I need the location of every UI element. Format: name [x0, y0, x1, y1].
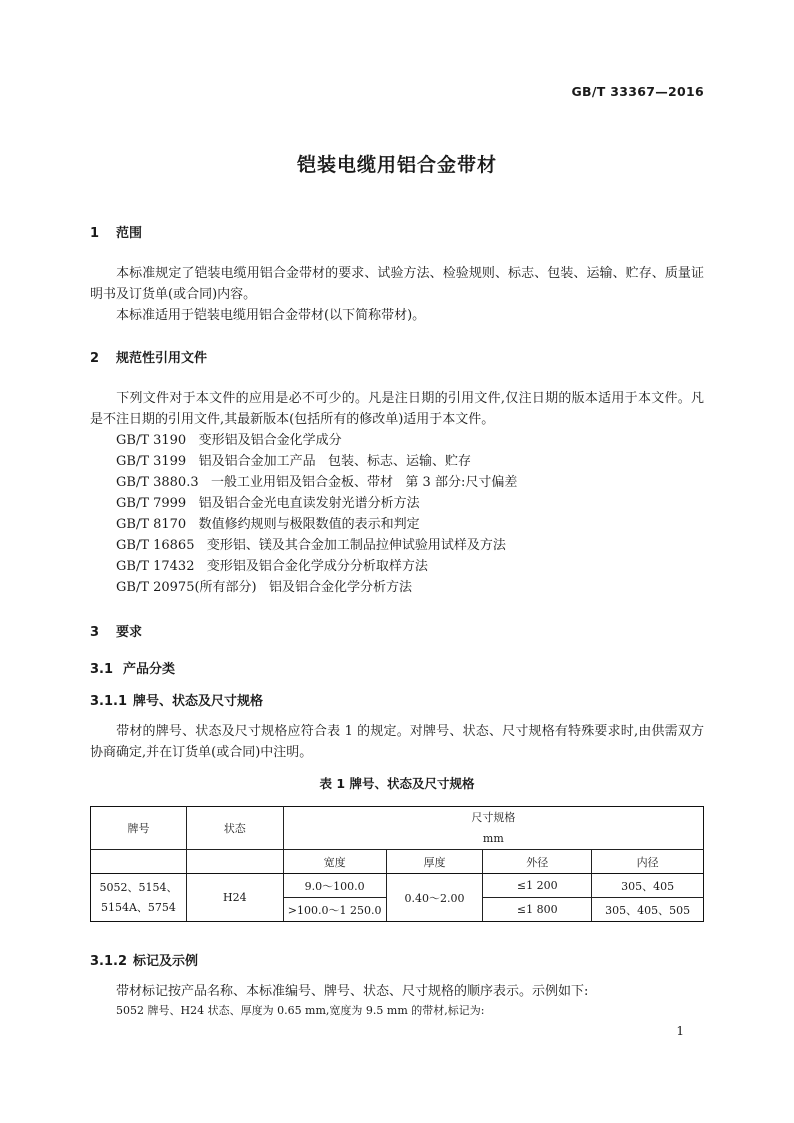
header-thickness: 厚度	[386, 850, 483, 874]
reference-item: GB/T 17432 变形铝及铝合金化学成分分析取样方法	[116, 559, 428, 574]
section-3-1-1-heading	[90, 690, 263, 709]
header-unit: mm	[283, 828, 703, 850]
document-title: 铠装电缆用铝合金带材	[296, 154, 497, 176]
section-title: 产品分类	[123, 662, 176, 677]
header-size: 尺寸规格	[283, 807, 703, 828]
example-text: 5052 牌号、H24 状态、厚度为 0.65 mm,宽度为 9.5 mm 的带材,标记为:	[116, 1004, 485, 1017]
section-3-1-2-paragraph	[90, 981, 704, 1002]
header-width: 宽度	[283, 850, 386, 874]
section-1-paragraph-2	[90, 305, 704, 326]
section-number: 3.1.1	[90, 694, 128, 709]
section-title: 牌号、状态及尺寸规格	[133, 694, 264, 709]
table-caption: 表 1 牌号、状态及尺寸规格	[319, 776, 475, 791]
section-number: 1	[90, 226, 100, 241]
section-title: 范围	[116, 226, 143, 241]
cell-width: >100.0～1 250.0	[283, 898, 386, 922]
paragraph-text: 下列文件对于本文件的应用是必不可少的。凡是注日期的引用文件,仅注日期的版本适用于本文件。凡是不注日期的引用文件,其最新版本(包括所有的修改单)适用于本文件。	[90, 391, 704, 427]
reference-item: GB/T 16865 变形铝、镁及其合金加工制品拉伸试验用试样及方法	[116, 538, 506, 553]
header-inner-diameter: 内径	[592, 850, 704, 874]
header-outer-diameter: 外径	[483, 850, 592, 874]
section-1-heading	[90, 222, 142, 241]
header-grade: 牌号	[91, 807, 187, 850]
cell-grade: 5052、5154、5154A、5754	[91, 874, 187, 922]
reference-item: GB/T 3190 变形铝及铝合金化学成分	[116, 433, 342, 448]
cell-inner-diameter: 305、405、505	[592, 898, 704, 922]
paragraph-text: 带材的牌号、状态及尺寸规格应符合表 1 的规定。对牌号、状态、尺寸规格有特殊要求时,由供需双方协商确定,并在订货单(或合同)中注明。	[90, 724, 704, 760]
cell-width: 9.0～100.0	[283, 874, 386, 898]
cell-thickness: 0.40～2.00	[386, 874, 483, 922]
cell-inner-diameter: 305、405	[592, 874, 704, 898]
section-number: 3.1	[90, 662, 114, 677]
paragraph-text: 带材标记按产品名称、本标准编号、牌号、状态、尺寸规格的顺序表示。示例如下:	[116, 984, 589, 999]
paragraph-text: 本标准适用于铠装电缆用铝合金带材(以下简称带材)。	[116, 308, 426, 323]
standard-number: GB/T 33367—2016	[571, 84, 704, 99]
section-3-1-2-heading	[90, 950, 198, 969]
section-3-1-1-paragraph	[90, 721, 704, 763]
cell-outer-diameter: ≤1 200	[483, 874, 592, 898]
reference-item: GB/T 7999 铝及铝合金光电直读发射光谱分析方法	[116, 496, 420, 511]
section-number: 2	[90, 351, 100, 366]
section-2-heading	[90, 347, 207, 366]
reference-item: GB/T 8170 数值修约规则与极限数值的表示和判定	[116, 517, 420, 532]
section-2-paragraph-1	[90, 388, 704, 430]
paragraph-text: 本标准规定了铠装电缆用铝合金带材的要求、试验方法、检验规则、标志、包装、运输、贮存、质量证明书及订货单(或合同)内容。	[90, 266, 704, 302]
section-number: 3	[90, 625, 100, 640]
page-number: 1	[676, 1024, 684, 1038]
section-1-paragraph-1	[90, 263, 704, 305]
cell-temper: H24	[186, 874, 283, 922]
spec-table	[90, 806, 704, 922]
section-3-heading	[90, 621, 142, 640]
reference-item: GB/T 3880.3 一般工业用铝及铝合金板、带材 第 3 部分:尺寸偏差	[116, 475, 518, 490]
section-title: 标记及示例	[133, 954, 199, 969]
section-title: 规范性引用文件	[116, 351, 208, 366]
section-3-1-heading	[90, 658, 175, 677]
reference-item: GB/T 20975(所有部分) 铝及铝合金化学分析方法	[116, 580, 413, 595]
header-temper: 状态	[186, 807, 283, 850]
section-number: 3.1.2	[90, 954, 128, 969]
section-title: 要求	[116, 625, 143, 640]
reference-item: GB/T 3199 铝及铝合金加工产品 包装、标志、运输、贮存	[116, 454, 471, 469]
cell-outer-diameter: ≤1 800	[483, 898, 592, 922]
